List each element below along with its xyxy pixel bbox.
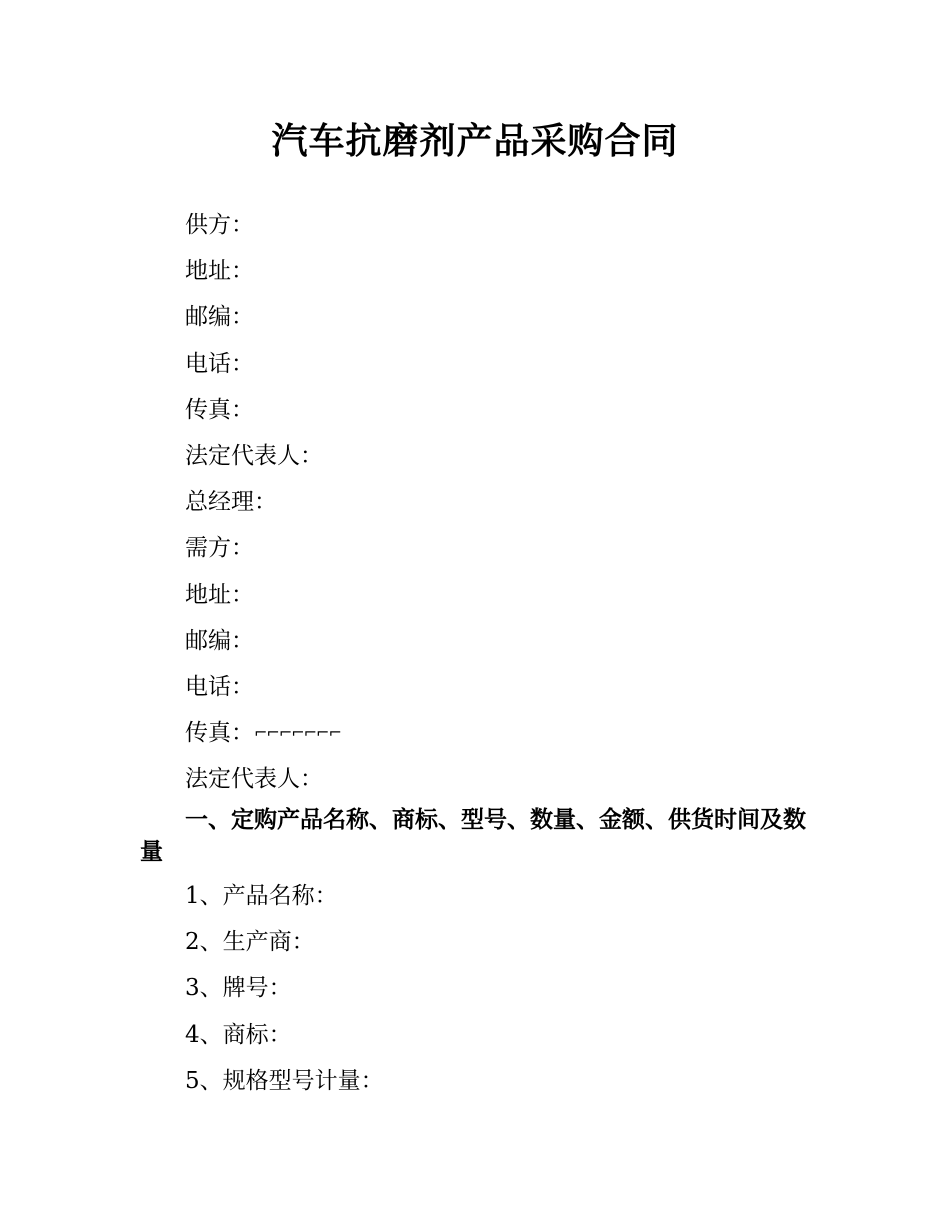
supplier-address-label: 地址： <box>185 258 254 285</box>
supplier-fax-label: 传真： <box>185 396 254 423</box>
buyer-phone-label: 电话： <box>185 673 254 700</box>
buyer-legal-rep-label: 法定代表人： <box>185 766 323 793</box>
section-1-heading: 一、定购产品名称、商标、型号、数量、金额、供货时间及数量 <box>140 807 806 865</box>
item-spec-model-measure: 5、规格型号计量： <box>185 1067 384 1094</box>
fax-underline-mark: ⌐⌐⌐⌐⌐⌐⌐ <box>254 723 341 743</box>
supplier-phone-label: 电话： <box>185 350 254 377</box>
supplier-postcode-label: 邮编： <box>185 304 254 331</box>
section-1-items <box>185 873 825 1104</box>
supplier-general-manager-label: 总经理： <box>185 489 277 516</box>
document-title: 汽车抗磨剂产品采购合同 <box>271 121 679 162</box>
supplier-label: 供方： <box>185 212 254 238</box>
item-brand-number: 3、牌号： <box>185 975 292 1002</box>
party-fields <box>185 202 825 802</box>
buyer-fax-line <box>185 710 825 756</box>
supplier-legal-rep-label: 法定代表人： <box>185 442 323 469</box>
item-product-name: 1、产品名称： <box>185 883 338 909</box>
buyer-fax-label: 传真： <box>185 720 254 747</box>
buyer-postcode-label: 邮编： <box>185 627 254 654</box>
buyer-label: 需方： <box>185 535 254 562</box>
item-manufacturer: 2、生产商： <box>185 929 315 956</box>
buyer-address-label: 地址： <box>185 581 254 608</box>
item-trademark: 4、商标： <box>185 1021 292 1048</box>
